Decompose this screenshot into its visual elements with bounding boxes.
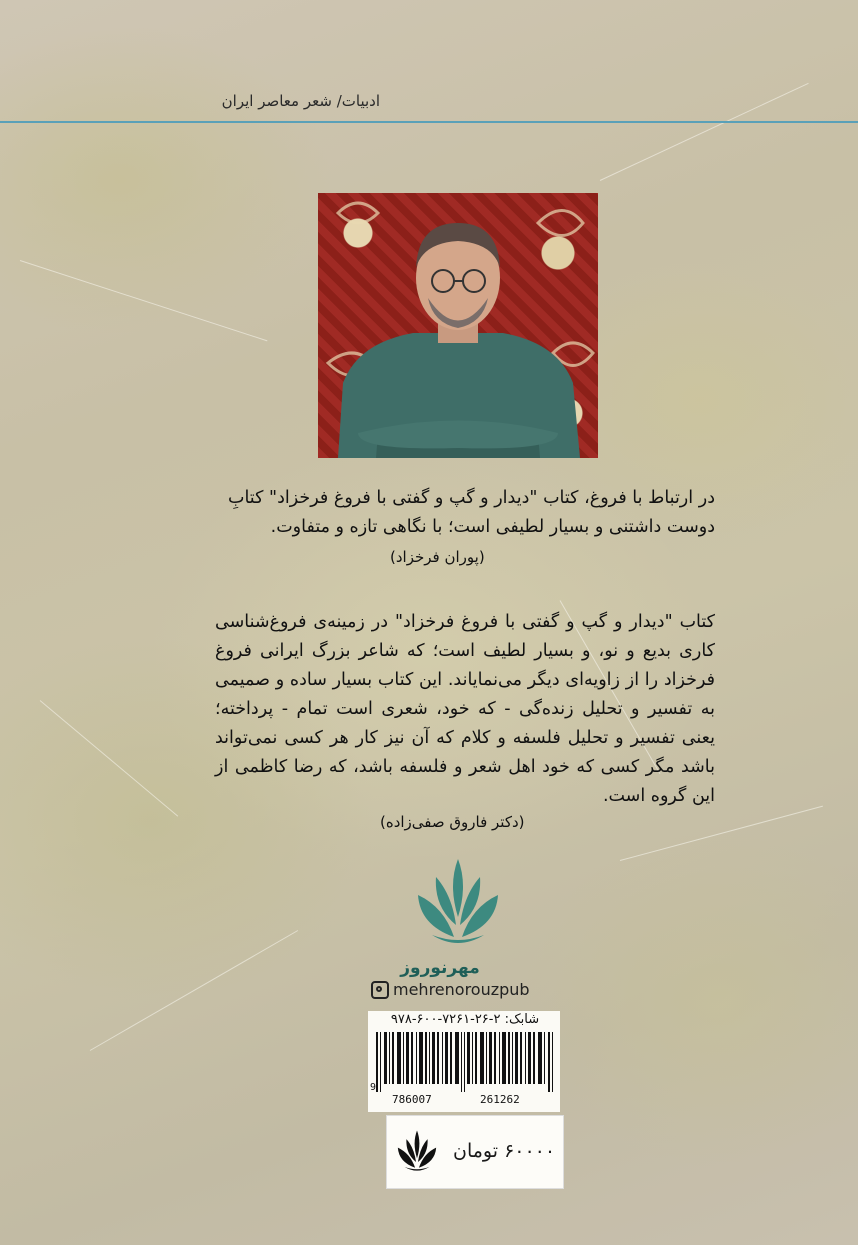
marble-vein <box>20 260 268 341</box>
price-label: ۶۰۰۰۰ تومان <box>453 1140 556 1162</box>
barcode-right-digits: 261262 <box>480 1093 520 1106</box>
barcode-lead-digit: 9 <box>370 1082 377 1093</box>
price-logo-icon <box>394 1128 440 1176</box>
instagram-icon <box>371 981 389 999</box>
instagram-handle <box>371 980 530 999</box>
instagram-handle-text: mehrenorouzpub <box>393 980 530 999</box>
quote-1-text: در ارتباط با فروغ، کتاب "دیدار و گپ و گفتی با فروغ فرخزاد" کتابِ دوست داشتنی و بسیار لطیفی است؛ با نگاهی تازه و متفاوت. <box>228 488 715 537</box>
barcode <box>376 1032 554 1092</box>
publisher-logo-icon <box>410 855 506 953</box>
marble-vein <box>600 83 809 181</box>
author-photo <box>318 193 598 458</box>
quote-2-attribution: (دکتر فاروق صفی‌زاده) <box>380 813 525 831</box>
barcode-left-digits: 786007 <box>392 1093 432 1106</box>
marble-vein <box>90 930 298 1051</box>
marble-vein <box>40 700 179 816</box>
category-label: ادبیات/ شعر معاصر ایران <box>221 92 380 110</box>
quote-2-text: کتاب "دیدار و گپ و گفتی با فروغ فرخزاد" در زمینه‌ی فروغ‌شناسی کاری بدیع و نو، و بسیار لطیف است؛ که شاعر بزرگ ایرانی فروغ فرخزاد را از زاویه‌ای دیگر می‌نمایاند. این کتاب بسیار ساده و صمیمی به تفسیر و تحلیل زنده‌گی - که خود، شعری است تمام - پرداخته؛ یعنی تفسیر و تحلیل فلسفه و کلام که آن نیز کار هر کسی نمی‌تواند باشد مگر کسی که خود اهل شعر و فلسفه باشد، که رضا کاظمی از این گروه است. <box>215 612 715 806</box>
publisher-name: مهرنوروز <box>400 958 480 978</box>
isbn-label: شابک: ۲-۲۶-۷۲۶۱-۶۰۰-۹۷۸ <box>390 1012 540 1027</box>
header-rule <box>0 121 858 123</box>
quote-1-attribution: (پوران فرخزاد) <box>390 548 485 566</box>
marble-vein <box>620 806 823 861</box>
